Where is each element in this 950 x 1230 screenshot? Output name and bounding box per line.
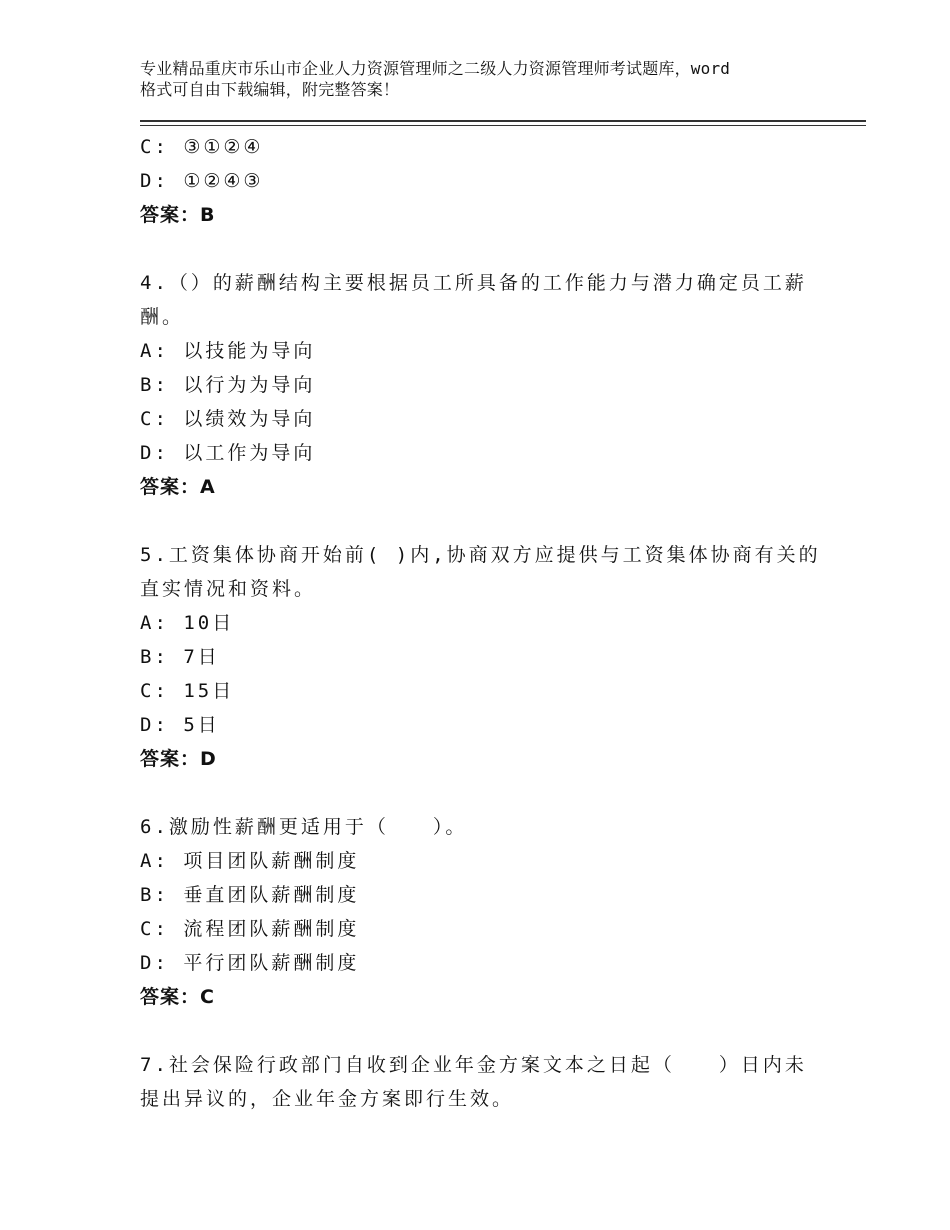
- question-5: [140, 538, 830, 776]
- option-a: A: 项目团队薪酬制度: [140, 850, 360, 872]
- question-stem: 6.激励性薪酬更适用于（ ）。: [140, 816, 468, 838]
- option-a: A: 以技能为导向: [140, 340, 316, 362]
- option-b: B: 以行为为导向: [140, 374, 316, 396]
- spacer: [140, 1014, 830, 1048]
- question-stem-cont: 直实情况和资料。: [140, 578, 317, 600]
- header-rule-top: [140, 120, 866, 122]
- option-d: D: 平行团队薪酬制度: [140, 952, 360, 974]
- option-a: A: 10日: [140, 612, 235, 634]
- header-rule-bottom: [140, 125, 866, 126]
- question-stem: 4.（）的薪酬结构主要根据员工所具备的工作能力与潜力确定员工薪: [140, 272, 807, 294]
- option-c: C: ③①②④: [140, 136, 264, 158]
- question-3: [140, 130, 830, 232]
- header-line-2: 格式可自由下载编辑，附完整答案！: [140, 80, 400, 99]
- spacer: [140, 504, 830, 538]
- answer: 答案：D: [140, 748, 217, 770]
- question-list: [140, 130, 830, 1116]
- question-stem-cont: 酬。: [140, 306, 185, 328]
- question-4: [140, 266, 830, 504]
- option-c: C: 以绩效为导向: [140, 408, 316, 430]
- header-line-1: 专业精品重庆市乐山市企业人力资源管理师之二级人力资源管理师考试题库，word: [140, 59, 731, 78]
- question-stem: 5.工资集体协商开始前( )内,协商双方应提供与工资集体协商有关的: [140, 544, 821, 566]
- spacer: [140, 232, 830, 266]
- option-b: B: 垂直团队薪酬制度: [140, 884, 360, 906]
- question-7: [140, 1048, 830, 1116]
- option-b: B: 7日: [140, 646, 220, 668]
- option-c: C: 15日: [140, 680, 235, 702]
- question-stem: 7.社会保险行政部门自收到企业年金方案文本之日起（ ）日内未: [140, 1054, 807, 1076]
- option-d: D: ①②④③: [140, 170, 264, 192]
- option-d: D: 5日: [140, 714, 220, 736]
- option-c: C: 流程团队薪酬制度: [140, 918, 360, 940]
- option-d: D: 以工作为导向: [140, 442, 316, 464]
- question-6: [140, 810, 830, 1014]
- question-stem-cont: 提出异议的，企业年金方案即行生效。: [140, 1088, 515, 1110]
- answer: 答案：B: [140, 204, 216, 226]
- spacer: [140, 776, 830, 810]
- answer: 答案：C: [140, 986, 215, 1008]
- document-header: [140, 58, 840, 100]
- answer: 答案：A: [140, 476, 216, 498]
